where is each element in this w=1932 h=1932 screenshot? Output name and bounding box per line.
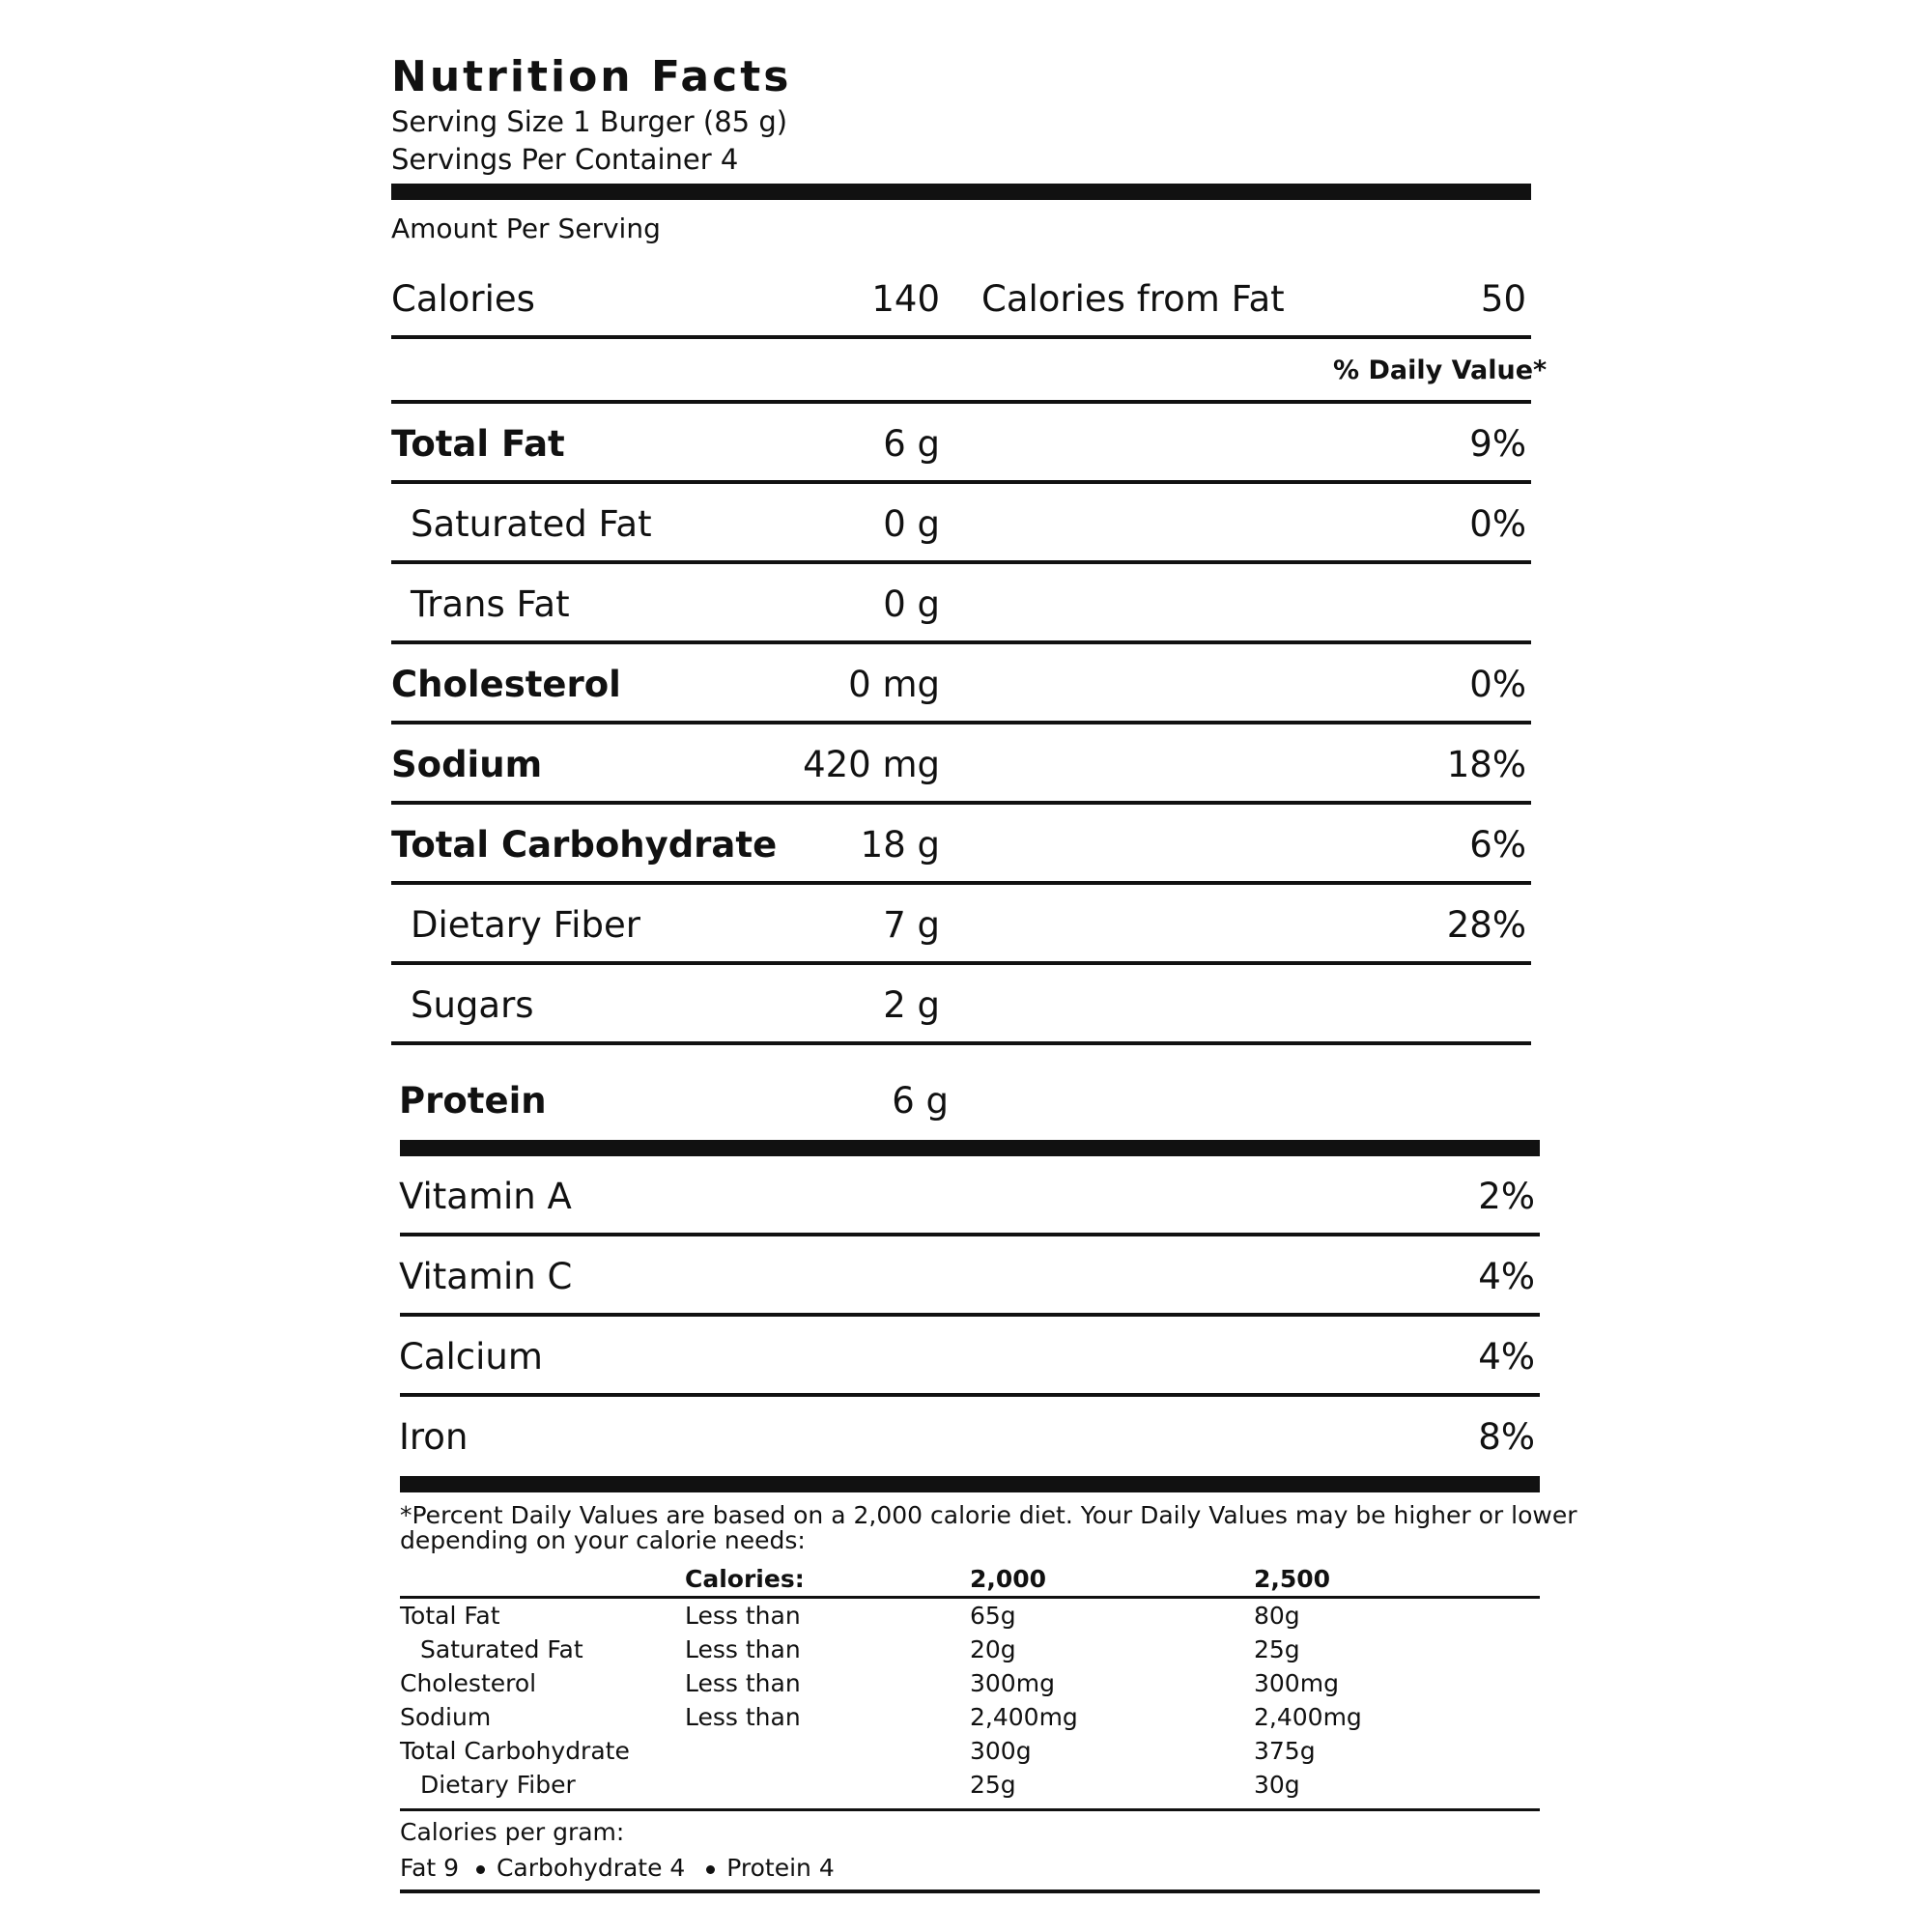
table-cell: 2,400mg — [970, 1703, 1078, 1731]
column-header: Calories: — [685, 1565, 805, 1593]
table-cell: 25g — [1254, 1635, 1300, 1663]
calories-from-fat-value: 50 — [1480, 278, 1526, 320]
nutrient-amount: 6 g — [892, 1080, 949, 1122]
divider — [400, 1889, 1540, 1893]
divider — [400, 1596, 1540, 1599]
nutrient-amount: 7 g — [883, 904, 940, 946]
label-title: Nutrition Facts — [391, 52, 792, 101]
divider — [400, 1393, 1540, 1397]
nutrient-label: Sugars — [411, 984, 534, 1026]
table-cell: 25g — [970, 1771, 1016, 1799]
nutrient-daily-value: 0% — [1469, 503, 1526, 545]
protein-per-gram: Protein 4 — [726, 1854, 835, 1882]
nutrient-label: Saturated Fat — [411, 503, 652, 545]
divider — [400, 1313, 1540, 1317]
table-cell: Less than — [685, 1602, 801, 1630]
column-header: 2,500 — [1254, 1565, 1331, 1593]
table-cell: 375g — [1254, 1737, 1316, 1765]
divider — [400, 1808, 1540, 1811]
nutrient-label: Total Carbohydrate — [391, 824, 778, 866]
vitamin-label: Calcium — [399, 1336, 543, 1378]
servings-per-container: Servings Per Container 4 — [391, 143, 739, 176]
table-cell: Dietary Fiber — [420, 1771, 576, 1799]
nutrient-daily-value: 0% — [1469, 664, 1526, 705]
nutrient-label: Total Fat — [391, 423, 565, 465]
thick-divider — [400, 1140, 1540, 1156]
nutrient-amount: 0 mg — [848, 664, 940, 705]
table-cell: Total Fat — [400, 1602, 500, 1630]
fat-per-gram: Fat 9 — [400, 1854, 460, 1882]
table-cell: 65g — [970, 1602, 1016, 1630]
thick-divider — [400, 1476, 1540, 1492]
calories-from-fat-label: Calories from Fat — [981, 278, 1285, 320]
amount-per-serving: Amount Per Serving — [391, 213, 661, 244]
divider — [391, 801, 1531, 805]
nutrient-amount: 6 g — [883, 423, 940, 465]
footnote-line1: *Percent Daily Values are based on a 2,000 calorie diet. Your Daily Values may be higher or lower — [400, 1501, 1577, 1529]
thick-divider — [391, 184, 1531, 200]
nutrient-label: Sodium — [391, 744, 543, 785]
vitamin-label: Vitamin C — [399, 1256, 573, 1297]
vitamin-daily-value: 2% — [1478, 1176, 1535, 1217]
table-cell: 80g — [1254, 1602, 1300, 1630]
nutrient-amount: 0 g — [883, 503, 940, 545]
nutrient-daily-value: 28% — [1446, 904, 1526, 946]
nutrient-label: Cholesterol — [391, 664, 621, 705]
nutrient-label: Dietary Fiber — [411, 904, 640, 946]
daily-value-header: % Daily Value* — [1333, 355, 1548, 385]
vitamin-daily-value: 8% — [1478, 1416, 1535, 1458]
vitamin-daily-value: 4% — [1478, 1256, 1535, 1297]
calories-value: 140 — [871, 278, 940, 320]
calories-per-gram-label: Calories per gram: — [400, 1818, 625, 1846]
table-cell: Cholesterol — [400, 1669, 537, 1697]
nutrient-amount: 18 g — [860, 824, 940, 866]
table-cell: 20g — [970, 1635, 1016, 1663]
nutrient-daily-value: 9% — [1469, 423, 1526, 465]
calories-label: Calories — [391, 278, 535, 320]
divider — [391, 480, 1531, 484]
bullet-icon — [706, 1865, 715, 1874]
nutrient-label: Trans Fat — [411, 583, 570, 625]
table-cell: Less than — [685, 1635, 801, 1663]
table-cell: Less than — [685, 1703, 801, 1731]
nutrient-daily-value: 18% — [1446, 744, 1526, 785]
divider — [391, 881, 1531, 885]
carbohydrate-per-gram: Carbohydrate 4 — [496, 1854, 686, 1882]
divider — [391, 400, 1531, 404]
divider — [391, 335, 1531, 339]
vitamin-label: Iron — [399, 1416, 469, 1458]
divider — [391, 721, 1531, 724]
table-cell: 300mg — [1254, 1669, 1339, 1697]
nutrient-label: Protein — [399, 1080, 547, 1122]
nutrient-daily-value: 6% — [1469, 824, 1526, 866]
footnote-line2: depending on your calorie needs: — [400, 1526, 806, 1554]
vitamin-label: Vitamin A — [399, 1176, 572, 1217]
table-cell: Saturated Fat — [420, 1635, 583, 1663]
table-cell: Less than — [685, 1669, 801, 1697]
divider — [391, 961, 1531, 965]
column-header: 2,000 — [970, 1565, 1047, 1593]
table-cell: Total Carbohydrate — [400, 1737, 630, 1765]
divider — [391, 640, 1531, 644]
table-cell: 30g — [1254, 1771, 1300, 1799]
calories-per-gram-values — [400, 1852, 835, 1885]
table-cell: 2,400mg — [1254, 1703, 1362, 1731]
bullet-icon — [476, 1865, 485, 1874]
nutrient-amount: 420 mg — [803, 744, 940, 785]
serving-size: Serving Size 1 Burger (85 g) — [391, 105, 788, 138]
nutrient-amount: 0 g — [883, 583, 940, 625]
divider — [391, 1041, 1531, 1045]
nutrient-amount: 2 g — [883, 984, 940, 1026]
table-cell: Sodium — [400, 1703, 492, 1731]
table-cell: 300mg — [970, 1669, 1055, 1697]
table-cell: 300g — [970, 1737, 1032, 1765]
divider — [391, 560, 1531, 564]
divider — [400, 1233, 1540, 1236]
vitamin-daily-value: 4% — [1478, 1336, 1535, 1378]
